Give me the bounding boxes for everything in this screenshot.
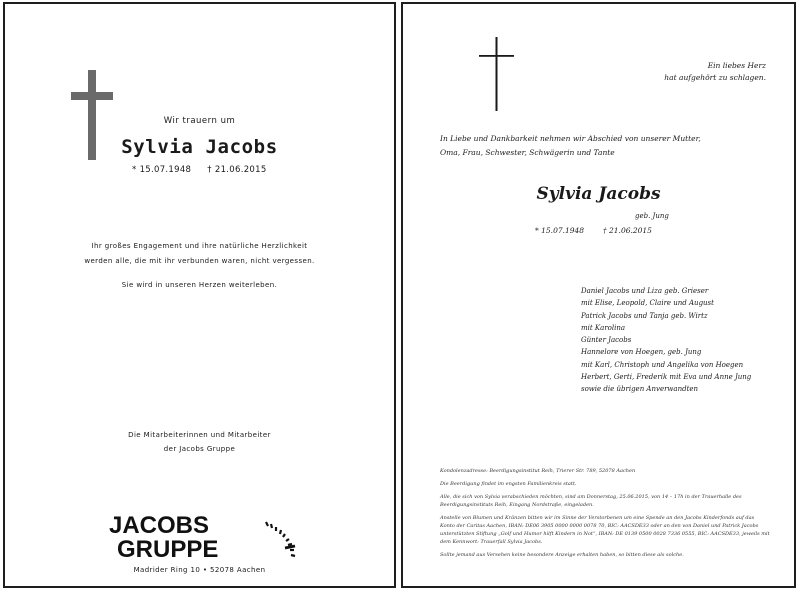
mourner-line: mit Elise, Leopold, Claire und August — [581, 299, 714, 308]
condolence-address: Kondolenzadresse: Beerdigungsinstitut Reih, Trierer Str. 789, 52078 Aachen — [440, 468, 636, 474]
birth-date: 15.07.1948 — [139, 165, 192, 175]
deceased-name: Sylvia Jacobs — [536, 184, 661, 204]
motto-line: Ein liebes Herz — [707, 61, 766, 70]
closing-text: Sie wird in unseren Herzen weiterleben. — [121, 281, 278, 289]
tribute-line: Ihr großes Engagement und ihre natürliche Herzlichkeit — [91, 242, 308, 250]
logo-line-1: JACOBS — [109, 512, 210, 539]
cross-icon — [479, 37, 515, 113]
tribute-line: werden alle, die mit ihr verbunden waren, nicht vergessen. — [84, 257, 315, 265]
birth-symbol: * — [535, 226, 539, 235]
mourner-line: Daniel Jacobs und Liza geb. Grieser — [581, 287, 709, 295]
birth-date: 15.07.1948 — [541, 226, 585, 235]
motto-text — [664, 60, 766, 84]
signature-line: Die Mitarbeiterinnen und Mitarbeiter — [128, 431, 271, 439]
mourners-list — [581, 285, 751, 396]
intro-line: Oma, Frau, Schwester, Schwägerin und Tante — [440, 148, 615, 157]
intro-text: Wir trauern um — [163, 116, 236, 126]
mourner-line: sowie die übrigen Anverwandten — [581, 385, 699, 394]
death-cross-icon: † — [602, 226, 607, 235]
maiden-name: geb. Jung — [635, 212, 669, 220]
life-dates — [132, 165, 267, 175]
intro-line: In Liebe und Dankbarkeit nehmen wir Abschied von unserer Mutter, — [440, 134, 701, 143]
birth-symbol: * — [132, 165, 137, 175]
life-dates — [535, 226, 652, 235]
company-obituary-notice — [3, 2, 396, 588]
mourner-line: Herbert, Gerti, Frederik mit Eva und Anne Jung — [581, 373, 752, 382]
burial-note: Die Beerdigung findet im engsten Familienkreis statt. — [440, 481, 577, 487]
signature-line: der Jacobs Gruppe — [163, 445, 236, 453]
funeral-info — [440, 467, 770, 564]
jacobs-gruppe-logo — [109, 512, 309, 560]
death-cross-icon: † — [207, 165, 212, 175]
mourner-line: Günter Jacobs — [581, 336, 632, 345]
mourner-line: Hannelore von Hoegen, geb. Jung — [581, 348, 702, 357]
mourner-line: mit Karolina — [581, 323, 626, 332]
donation-note: Anstelle von Blumen und Kränzen bitten wir im Sinne der Verstorbenen um eine Spende an den Jacobs Kinderfonds auf das Konto der Caritas Aachen, IBAN: DE06 3905 0000 0000 0078 70, BIC: AACSDE33 oder an den von Daniel und Patrick Jacobs unterstützten Stiftung „Golf und Humor hilft Kindern in Not“, IBAN: DE 0139 0500 0028 7336 0555, BIC: AACSDE33, jeweils mit dem Kennwort: Trauerfall Sylvia Jacobs. — [440, 515, 770, 545]
signature-block — [5, 428, 394, 456]
death-date: 21.06.2015 — [214, 165, 267, 175]
speedometer-icon — [266, 522, 295, 556]
logo-line-2: GRUPPE — [117, 536, 219, 560]
mourner-line: Patrick Jacobs und Tanja geb. Wirtz — [581, 311, 708, 320]
tribute-text — [5, 239, 394, 269]
intro-text — [440, 132, 770, 160]
death-date: 21.06.2015 — [609, 226, 652, 235]
closing-note: Sollte jemand aus Versehen keine besondere Anzeige erhalten haben, so bitten diese als solche. — [440, 552, 684, 558]
farewell-note: Alle, die sich von Sylvia verabschieden möchten, sind am Donnerstag, 25.06.2015, von 14 – 17h in der Trauerhalle des Beerdigungsinstituts Reih, Eingang Nordstraße, eingeladen. — [440, 494, 742, 508]
mourner-line: mit Karl, Christoph und Angelika von Hoegen — [581, 360, 744, 369]
deceased-name: Sylvia Jacobs — [121, 136, 278, 158]
company-address: Madrider Ring 10 • 52078 Aachen — [133, 566, 266, 574]
family-obituary-notice — [401, 2, 796, 588]
motto-line: hat aufgehört zu schlagen. — [664, 73, 766, 82]
